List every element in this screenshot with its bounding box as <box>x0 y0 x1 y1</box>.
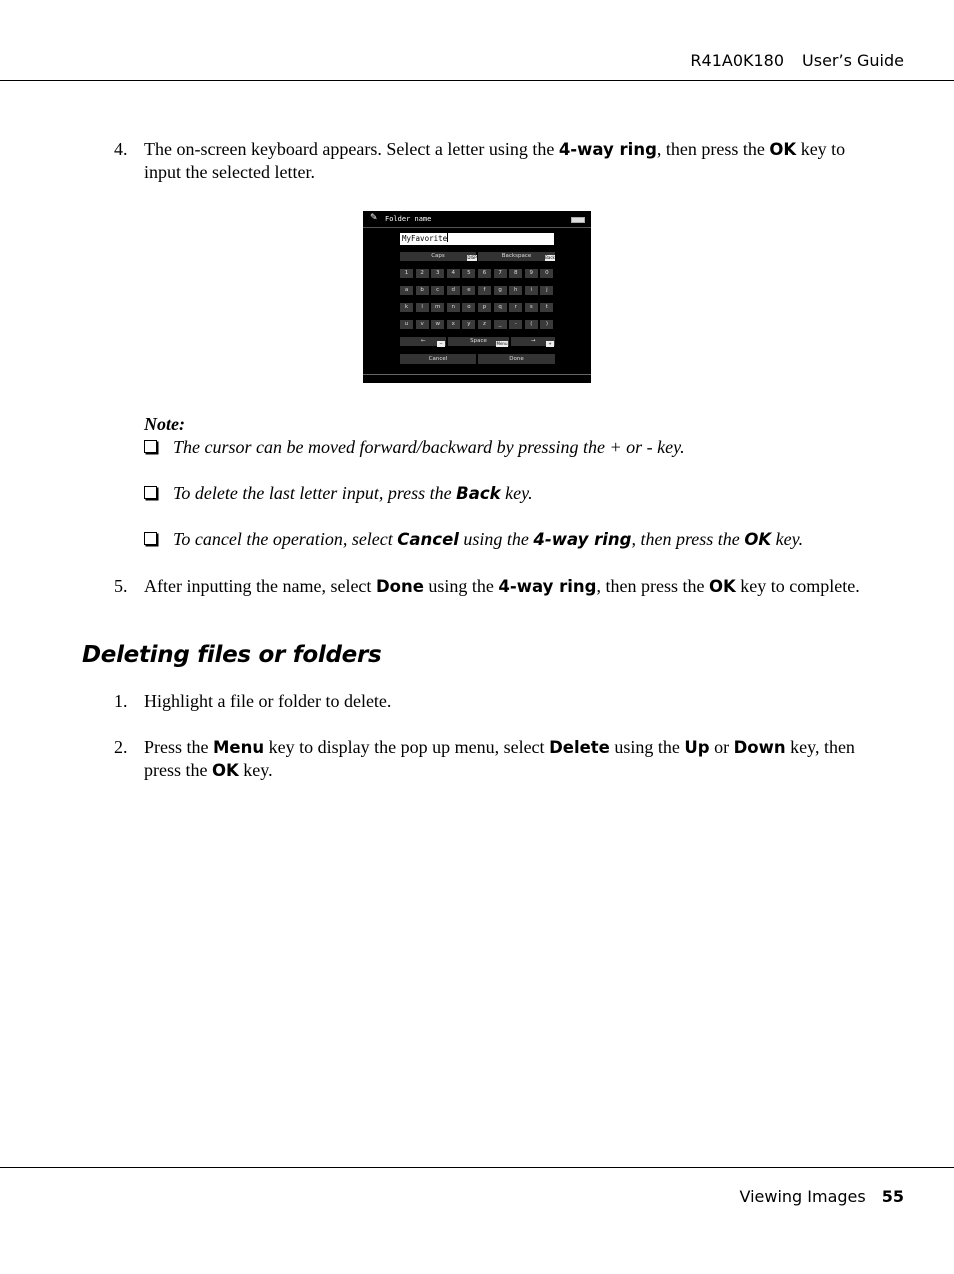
key-2-3[interactable]: n <box>447 303 460 312</box>
key-1-5[interactable]: f <box>478 286 491 295</box>
key-1-8[interactable]: i <box>525 286 538 295</box>
key-1-9[interactable]: j <box>540 286 553 295</box>
space-key[interactable]: Space <box>448 337 509 346</box>
key-2-6[interactable]: q <box>494 303 507 312</box>
cursor-left-key[interactable]: ← <box>400 337 446 346</box>
step-5 <box>0 575 954 601</box>
key-2-1[interactable]: l <box>416 303 429 312</box>
note-item-2: To delete the last letter input, press the Back key. <box>144 483 533 504</box>
footer-section: Viewing Images <box>739 1187 866 1206</box>
key-1-0[interactable]: a <box>400 286 413 295</box>
step-text: Press the Menu key to display the pop up menu, select Delete using the Up or Down key, then press the OK key. <box>144 737 855 780</box>
key-1-7[interactable]: h <box>509 286 522 295</box>
screen-title: Folder name <box>385 215 432 223</box>
key-3-2[interactable]: w <box>431 320 444 329</box>
key-0-5[interactable]: 6 <box>478 269 491 278</box>
delete-step-1 <box>0 690 954 716</box>
note-item-3: To cancel the operation, select Cancel using the 4-way ring, then press the OK key. <box>144 529 803 550</box>
key-0-3[interactable]: 4 <box>447 269 460 278</box>
step-text: After inputting the name, select Done using the 4-way ring, then press the OK key to complete. <box>144 576 860 596</box>
step-number: 4. <box>114 139 128 159</box>
key-0-1[interactable]: 2 <box>416 269 429 278</box>
key-1-1[interactable]: b <box>416 286 429 295</box>
key-3-6[interactable]: _ <box>494 320 507 329</box>
guide-title: User’s Guide <box>802 51 904 70</box>
key-2-9[interactable]: t <box>540 303 553 312</box>
document-id: R41A0K180 <box>690 51 785 70</box>
key-3-0[interactable]: u <box>400 320 413 329</box>
header-rule <box>0 80 954 81</box>
section-heading: Deleting files or folders <box>82 642 382 668</box>
key-1-3[interactable]: d <box>447 286 460 295</box>
key-2-8[interactable]: s <box>525 303 538 312</box>
page-header <box>690 51 904 70</box>
step-4 <box>0 138 954 188</box>
footer-rule <box>0 1167 954 1168</box>
minus-badge: − <box>437 341 445 347</box>
key-3-5[interactable]: z <box>478 320 491 329</box>
key-3-9[interactable]: ) <box>540 320 553 329</box>
cancel-key[interactable]: Cancel <box>400 354 476 364</box>
pen-icon: ✎ <box>370 213 378 223</box>
back-badge: Back <box>545 255 555 260</box>
key-1-6[interactable]: g <box>494 286 507 295</box>
key-1-4[interactable]: e <box>462 286 475 295</box>
screen-bottom-line <box>363 374 591 375</box>
key-0-4[interactable]: 5 <box>462 269 475 278</box>
key-2-7[interactable]: r <box>509 303 522 312</box>
battery-icon <box>571 217 585 223</box>
key-0-8[interactable]: 9 <box>525 269 538 278</box>
checkbox-bullet-icon <box>144 486 157 499</box>
step-number: 2. <box>114 737 128 757</box>
page-footer <box>739 1187 904 1206</box>
done-key[interactable]: Done <box>478 354 555 364</box>
step-number: 5. <box>114 576 128 596</box>
cursor-right-key[interactable]: → <box>511 337 555 346</box>
key-0-0[interactable]: 1 <box>400 269 413 278</box>
key-0-2[interactable]: 3 <box>431 269 444 278</box>
key-3-1[interactable]: v <box>416 320 429 329</box>
key-0-9[interactable]: 0 <box>540 269 553 278</box>
key-0-6[interactable]: 7 <box>494 269 507 278</box>
onscreen-keyboard-screenshot <box>363 211 591 383</box>
key-2-4[interactable]: o <box>462 303 475 312</box>
key-3-4[interactable]: y <box>462 320 475 329</box>
screen-divider <box>363 227 591 228</box>
key-2-0[interactable]: k <box>400 303 413 312</box>
key-3-8[interactable]: ( <box>525 320 538 329</box>
key-0-7[interactable]: 8 <box>509 269 522 278</box>
key-3-7[interactable]: - <box>509 320 522 329</box>
disp-badge: DISP <box>467 255 477 260</box>
page-number: 55 <box>881 1187 904 1206</box>
menu-badge: Menu <box>496 341 508 346</box>
backspace-key[interactable]: Backspace <box>478 252 555 261</box>
step-text: Highlight a file or folder to delete. <box>144 691 392 711</box>
key-2-2[interactable]: m <box>431 303 444 312</box>
key-1-2[interactable]: c <box>431 286 444 295</box>
caps-key[interactable]: Caps <box>400 252 476 261</box>
step-number: 1. <box>114 691 128 711</box>
note-label: Note: <box>144 414 185 434</box>
step-text: The on-screen keyboard appears. Select a letter using the 4-way ring, then press the OK key to input the selected letter. <box>144 139 846 182</box>
plus-badge: + <box>546 341 554 347</box>
checkbox-bullet-icon <box>144 440 157 453</box>
delete-step-2 <box>0 736 954 786</box>
note-item-1: The cursor can be moved forward/backward by pressing the + or - key. <box>144 437 685 458</box>
checkbox-bullet-icon <box>144 532 157 545</box>
key-3-3[interactable]: x <box>447 320 460 329</box>
folder-name-input[interactable]: MyFavorite <box>400 233 554 245</box>
key-2-5[interactable]: p <box>478 303 491 312</box>
